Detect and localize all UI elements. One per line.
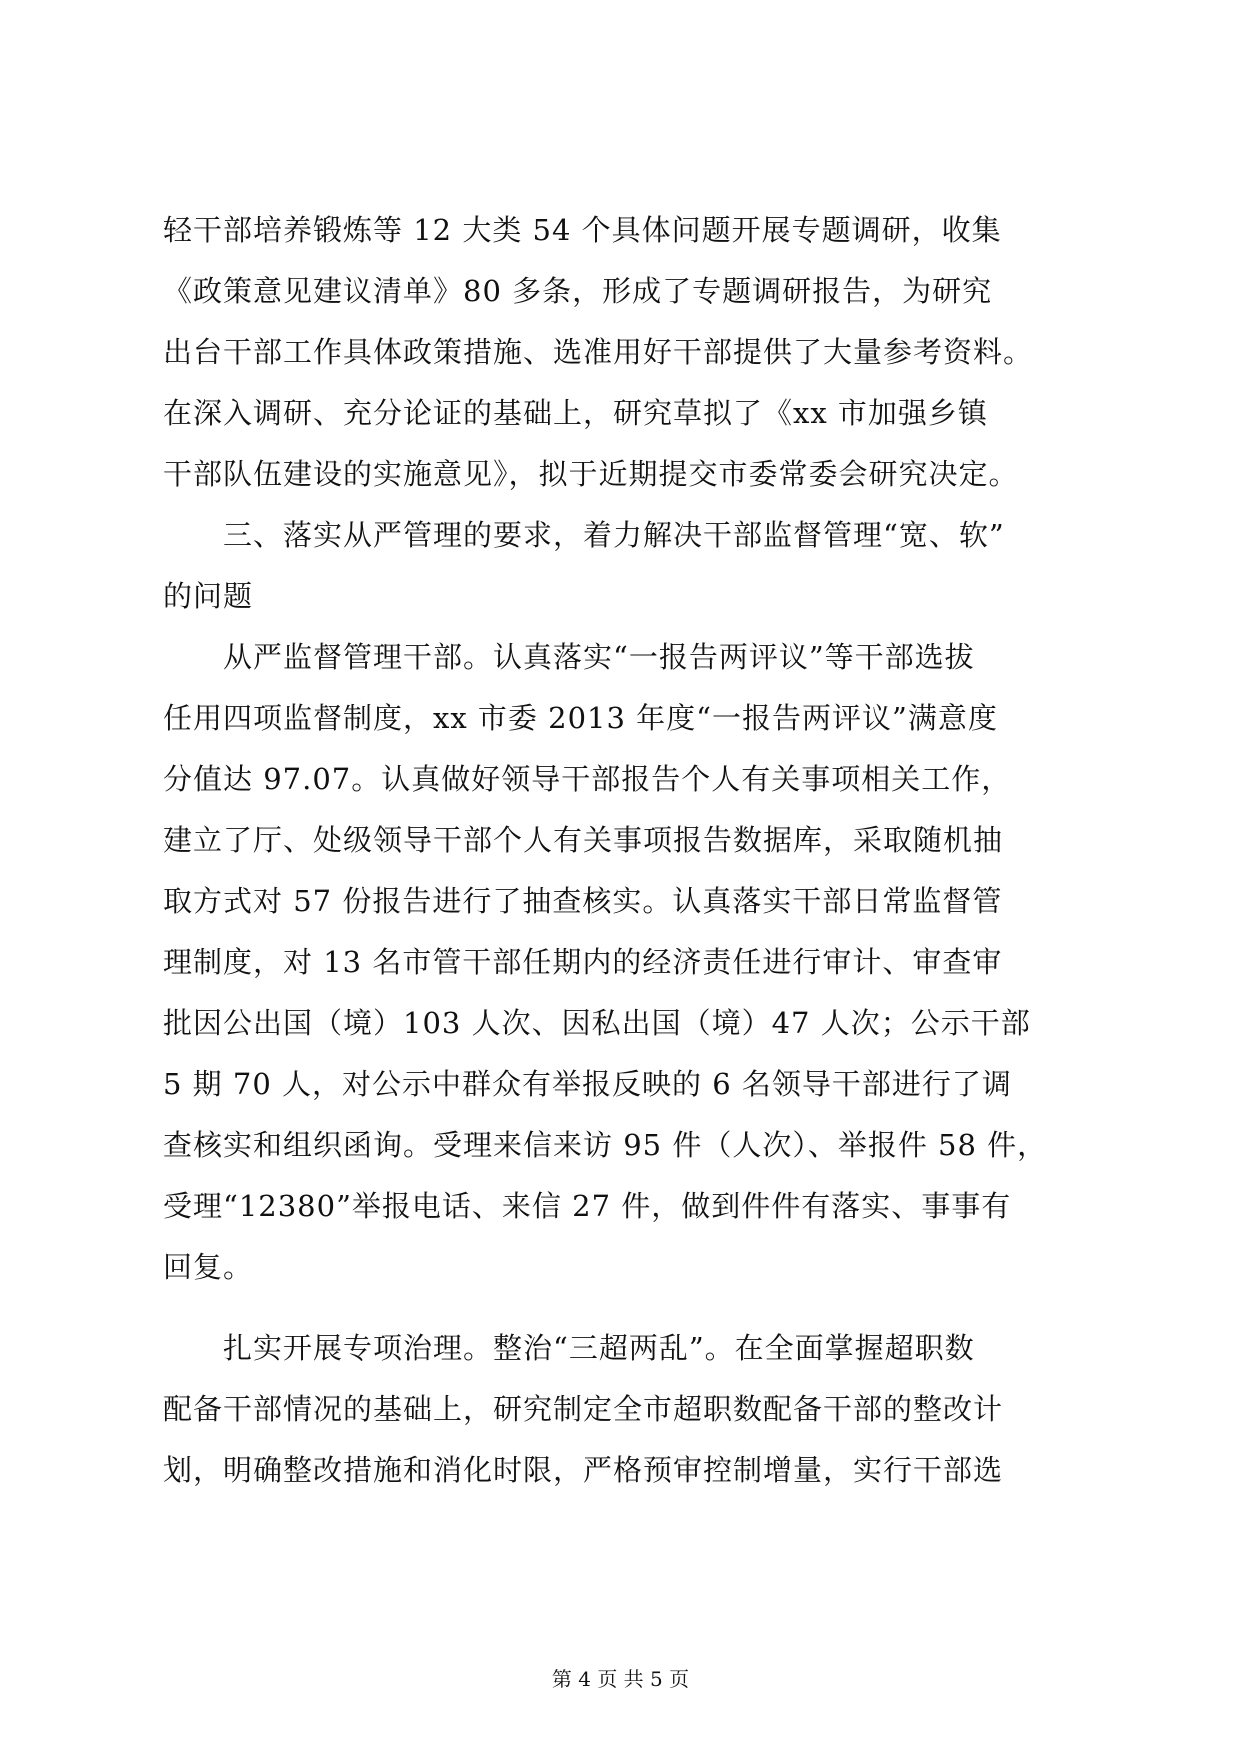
text-line: 《政策意见建议清单》80 多条，形成了专题调研报告，为研究 xyxy=(163,274,993,308)
text-line: 配备干部情况的基础上，研究制定全市超职数配备干部的整改计 xyxy=(163,1392,1004,1426)
text-line: 干部队伍建设的实施意见》，拟于近期提交市委常委会研究决定。 xyxy=(163,457,1019,491)
section-heading: 三、落实从严管理的要求，着力解决干部监督管理“宽、软” xyxy=(223,518,1005,552)
text-line: 轻干部培养锻炼等 12 大类 54 个具体问题开展专题调研，收集 xyxy=(163,213,1002,247)
text-line: 5 期 70 人，对公示中群众有举报反映的 6 名领导干部进行了调 xyxy=(163,1067,1012,1101)
section-heading-continued: 的问题 xyxy=(163,579,254,613)
text-line: 任用四项监督制度，xx 市委 2013 年度“一报告两评议”满意度 xyxy=(163,701,998,735)
page-number-footer: 第 4 页 共 5 页 xyxy=(551,1667,690,1691)
paragraph-start: 从严监督管理干部。认真落实“一报告两评议”等干部选拔 xyxy=(223,640,975,674)
text-line: 受理“12380”举报电话、来信 27 件，做到件件有落实、事事有 xyxy=(163,1189,1012,1223)
text-line: 分值达 97.07。认真做好领导干部报告个人有关事项相关工作， xyxy=(163,762,1012,796)
text-line: 理制度，对 13 名市管干部任期内的经济责任进行审计、审查审 xyxy=(163,945,1003,979)
text-line: 建立了厅、处级领导干部个人有关事项报告数据库，采取随机抽 xyxy=(163,823,1004,857)
text-line: 划，明确整改措施和消化时限，严格预审控制增量，实行干部选 xyxy=(163,1453,1004,1487)
text-line: 回复。 xyxy=(163,1250,254,1284)
text-line: 出台干部工作具体政策措施、选准用好干部提供了大量参考资料。 xyxy=(163,335,1034,369)
paragraph-start: 扎实开展专项治理。整治“三超两乱”。在全面掌握超职数 xyxy=(223,1331,975,1365)
text-line: 批因公出国（境）103 人次、因私出国（境）47 人次；公示干部 xyxy=(163,1006,1031,1040)
text-line: 取方式对 57 份报告进行了抽查核实。认真落实干部日常监督管 xyxy=(163,884,1003,918)
text-line: 查核实和组织函询。受理来信来访 95 件（人次）、举报件 58 件， xyxy=(163,1128,1048,1162)
text-line: 在深入调研、充分论证的基础上，研究草拟了《xx 市加强乡镇 xyxy=(163,396,988,430)
